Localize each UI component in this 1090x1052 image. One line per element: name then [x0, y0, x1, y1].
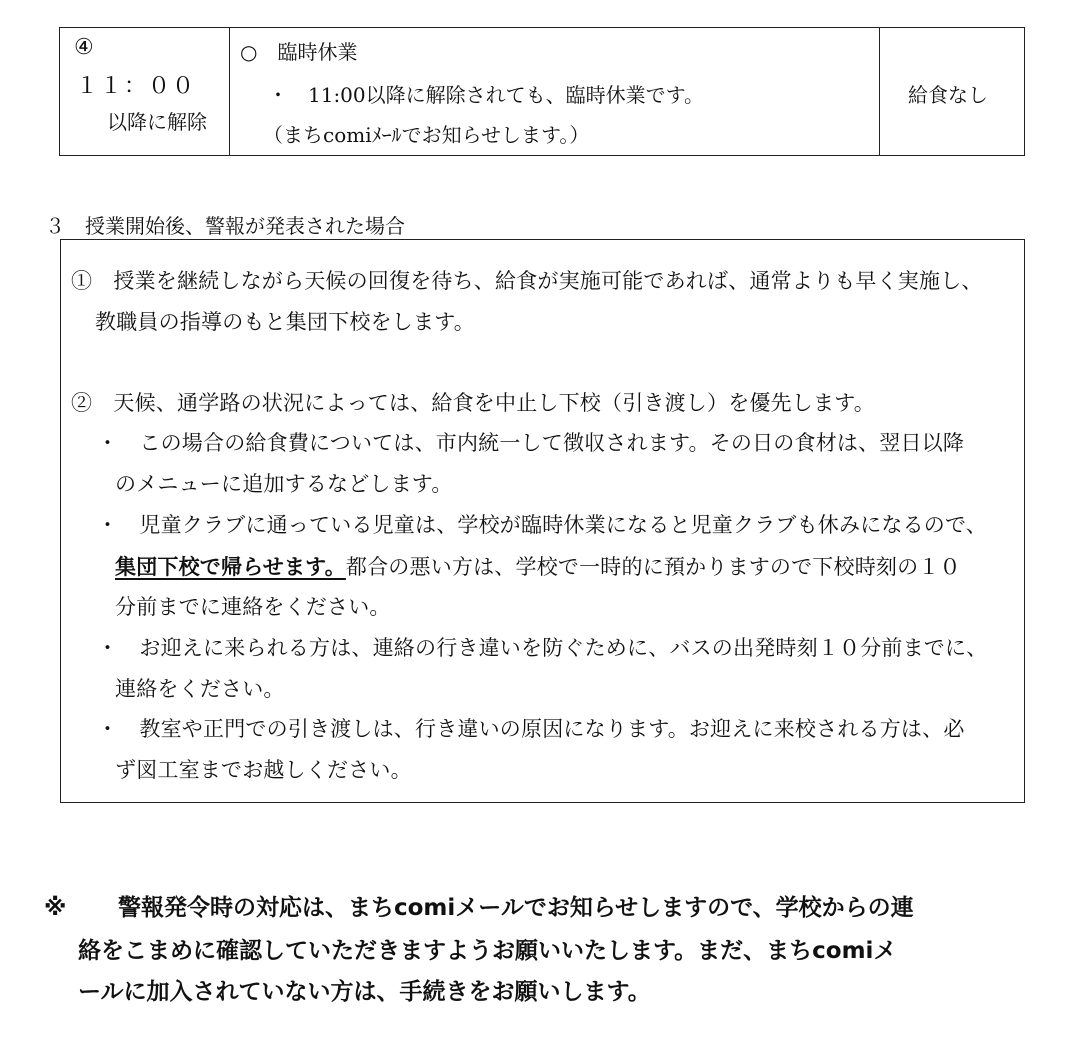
table-divider	[229, 28, 230, 155]
item1-line2: 教職員の指導のもと集団下校をします。	[95, 310, 475, 334]
item1-line1: ① 授業を継続しながら天候の回復を待ち、給食が実施可能であれば、通常よりも早く実施し、	[71, 269, 983, 293]
note-line3: ールに加入されていない方は、手続きをお願いします。	[78, 979, 651, 1005]
schedule-table-row	[59, 27, 1025, 156]
bullet2-line2	[115, 556, 961, 578]
bullet3-line1: ・ お迎えに来られる方は、連絡の行き違いを防ぐために、バスの出発時刻１０分前までに、	[97, 636, 988, 660]
item2-line1: ② 天候、通学路の状況によっては、給食を中止し下校（引き渡し）を優先します。	[71, 391, 875, 415]
table-divider	[879, 28, 880, 155]
section-heading: ３ 授業開始後、警報が発表された場合	[45, 214, 405, 238]
time-note: 以降に解除	[107, 110, 207, 134]
underlined-emphasis: 集団下校で帰らせます。	[115, 554, 346, 579]
section-box	[60, 239, 1025, 803]
status-title: ○ 臨時休業	[240, 40, 358, 64]
bullet2-line1: ・ 児童クラブに通っている児童は、学校が臨時休業になると児童クラブも休みになるので、	[97, 513, 987, 537]
bullet3-line2: 連絡をください。	[115, 677, 285, 701]
note-line2: 絡をこまめに確認していただきますようお願いいたします。まだ、まちcomiメ	[78, 938, 897, 964]
note-mark: ※	[44, 895, 67, 921]
row-number: ④	[74, 35, 94, 60]
bullet2-line3: 分前までに連絡をください。	[115, 595, 391, 619]
lunch-status: 給食なし	[908, 83, 988, 107]
bullet1-line1: ・ この場合の給食費については、市内統一して徴収されます。その日の食材は、翌日以降	[97, 431, 965, 455]
time-label: １１：００	[76, 74, 197, 99]
note-line1: 警報発令時の対応は、まちcomiメールでお知らせしますので、学校からの連	[118, 895, 914, 921]
bullet2-line2-rest: 都合の悪い方は、学校で一時的に預かりますので下校時刻の１０	[345, 555, 961, 579]
status-note: （まちcomiﾒｰﾙでお知らせします。）	[263, 123, 590, 147]
bullet4-line1: ・ 教室や正門での引き渡しは、行き違いの原因になります。お迎えに来校される方は、必	[97, 717, 965, 741]
bullet4-line2: ず図工室までお越しください。	[115, 758, 412, 782]
status-bullet: ・ 11:00以降に解除されても、臨時休業です。	[268, 83, 705, 107]
bullet1-line2: のメニューに追加するなどします。	[115, 472, 453, 496]
